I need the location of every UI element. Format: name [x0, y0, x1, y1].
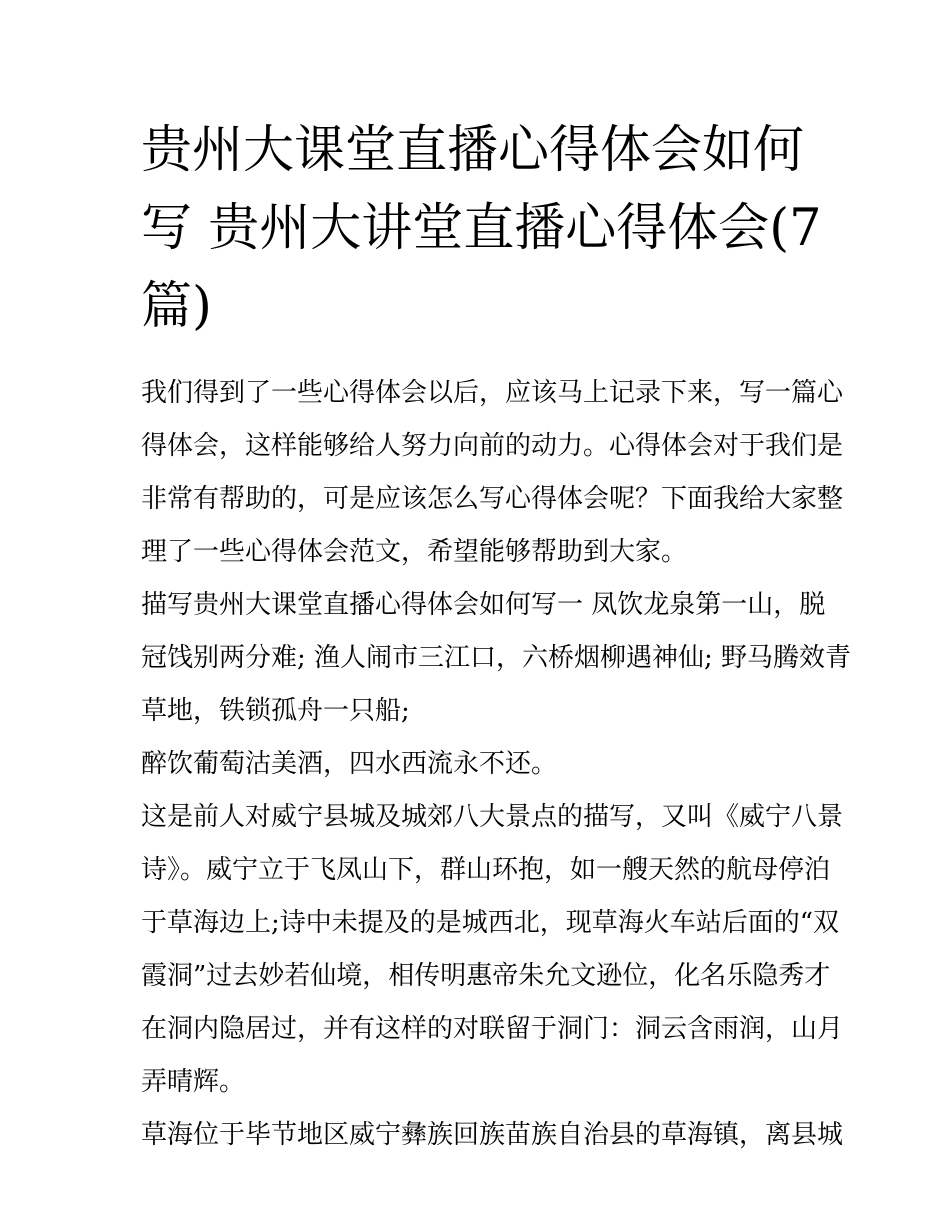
- text-line: 理了一些心得体会范文，希望能够帮助到大家。: [141, 537, 688, 567]
- text-line: 冠饯别两分难; 渔人闹市三江口，六桥烟柳遇神仙; 野马腾效青: [141, 643, 852, 673]
- poem-closing-paragraph: [141, 738, 816, 791]
- title-line: 贵州大课堂直播心得体会如何: [141, 121, 805, 180]
- text-line: 草海位于毕节地区威宁彝族回族苗族自治县的草海镇，离县城: [141, 1120, 844, 1150]
- text-line: 这是前人对威宁县城及城郊八大景点的描写，又叫《威宁八景: [141, 802, 844, 832]
- text-line: 在洞内隐居过，并有这样的对联留于洞门：洞云含雨润，山月: [141, 1014, 844, 1044]
- text-line: 非常有帮助的，可是应该怎么写心得体会呢？下面我给大家整: [141, 484, 844, 514]
- text-line: 醉饮葡萄沽美酒，四水西流永不还。: [141, 749, 558, 779]
- document-content: [141, 112, 852, 1162]
- title-line: 写 贵州大讲堂直播心得体会(7: [141, 199, 822, 258]
- text-line: 于草海边上;诗中未提及的是城西北，现草海火车站后面的“双: [141, 908, 840, 938]
- description-paragraph: [141, 791, 844, 1109]
- text-line: 得体会，这样能够给人努力向前的动力。心得体会对于我们是: [141, 431, 844, 461]
- caohai-paragraph: [141, 1109, 844, 1162]
- title-line: 篇): [141, 277, 212, 336]
- intro-paragraph: [141, 367, 844, 579]
- text-line: 描写贵州大课堂直播心得体会如何写一 凤饮龙泉第一山，脱: [141, 590, 826, 620]
- text-line: 弄晴辉。: [141, 1067, 246, 1097]
- document-body: [141, 367, 852, 1162]
- text-line: 诗》。威宁立于飞凤山下，群山环抱，如一艘天然的航母停泊: [141, 855, 831, 885]
- text-line: 我们得到了一些心得体会以后，应该马上记录下来，写一篇心: [141, 378, 844, 408]
- text-line: 草地，铁锁孤舟一只船;: [141, 696, 410, 726]
- document-title: [141, 112, 822, 346]
- poem-paragraph: [141, 579, 852, 738]
- text-line: 霞洞”过去妙若仙境，相传明惠帝朱允文逊位，化名乐隐秀才: [141, 961, 831, 991]
